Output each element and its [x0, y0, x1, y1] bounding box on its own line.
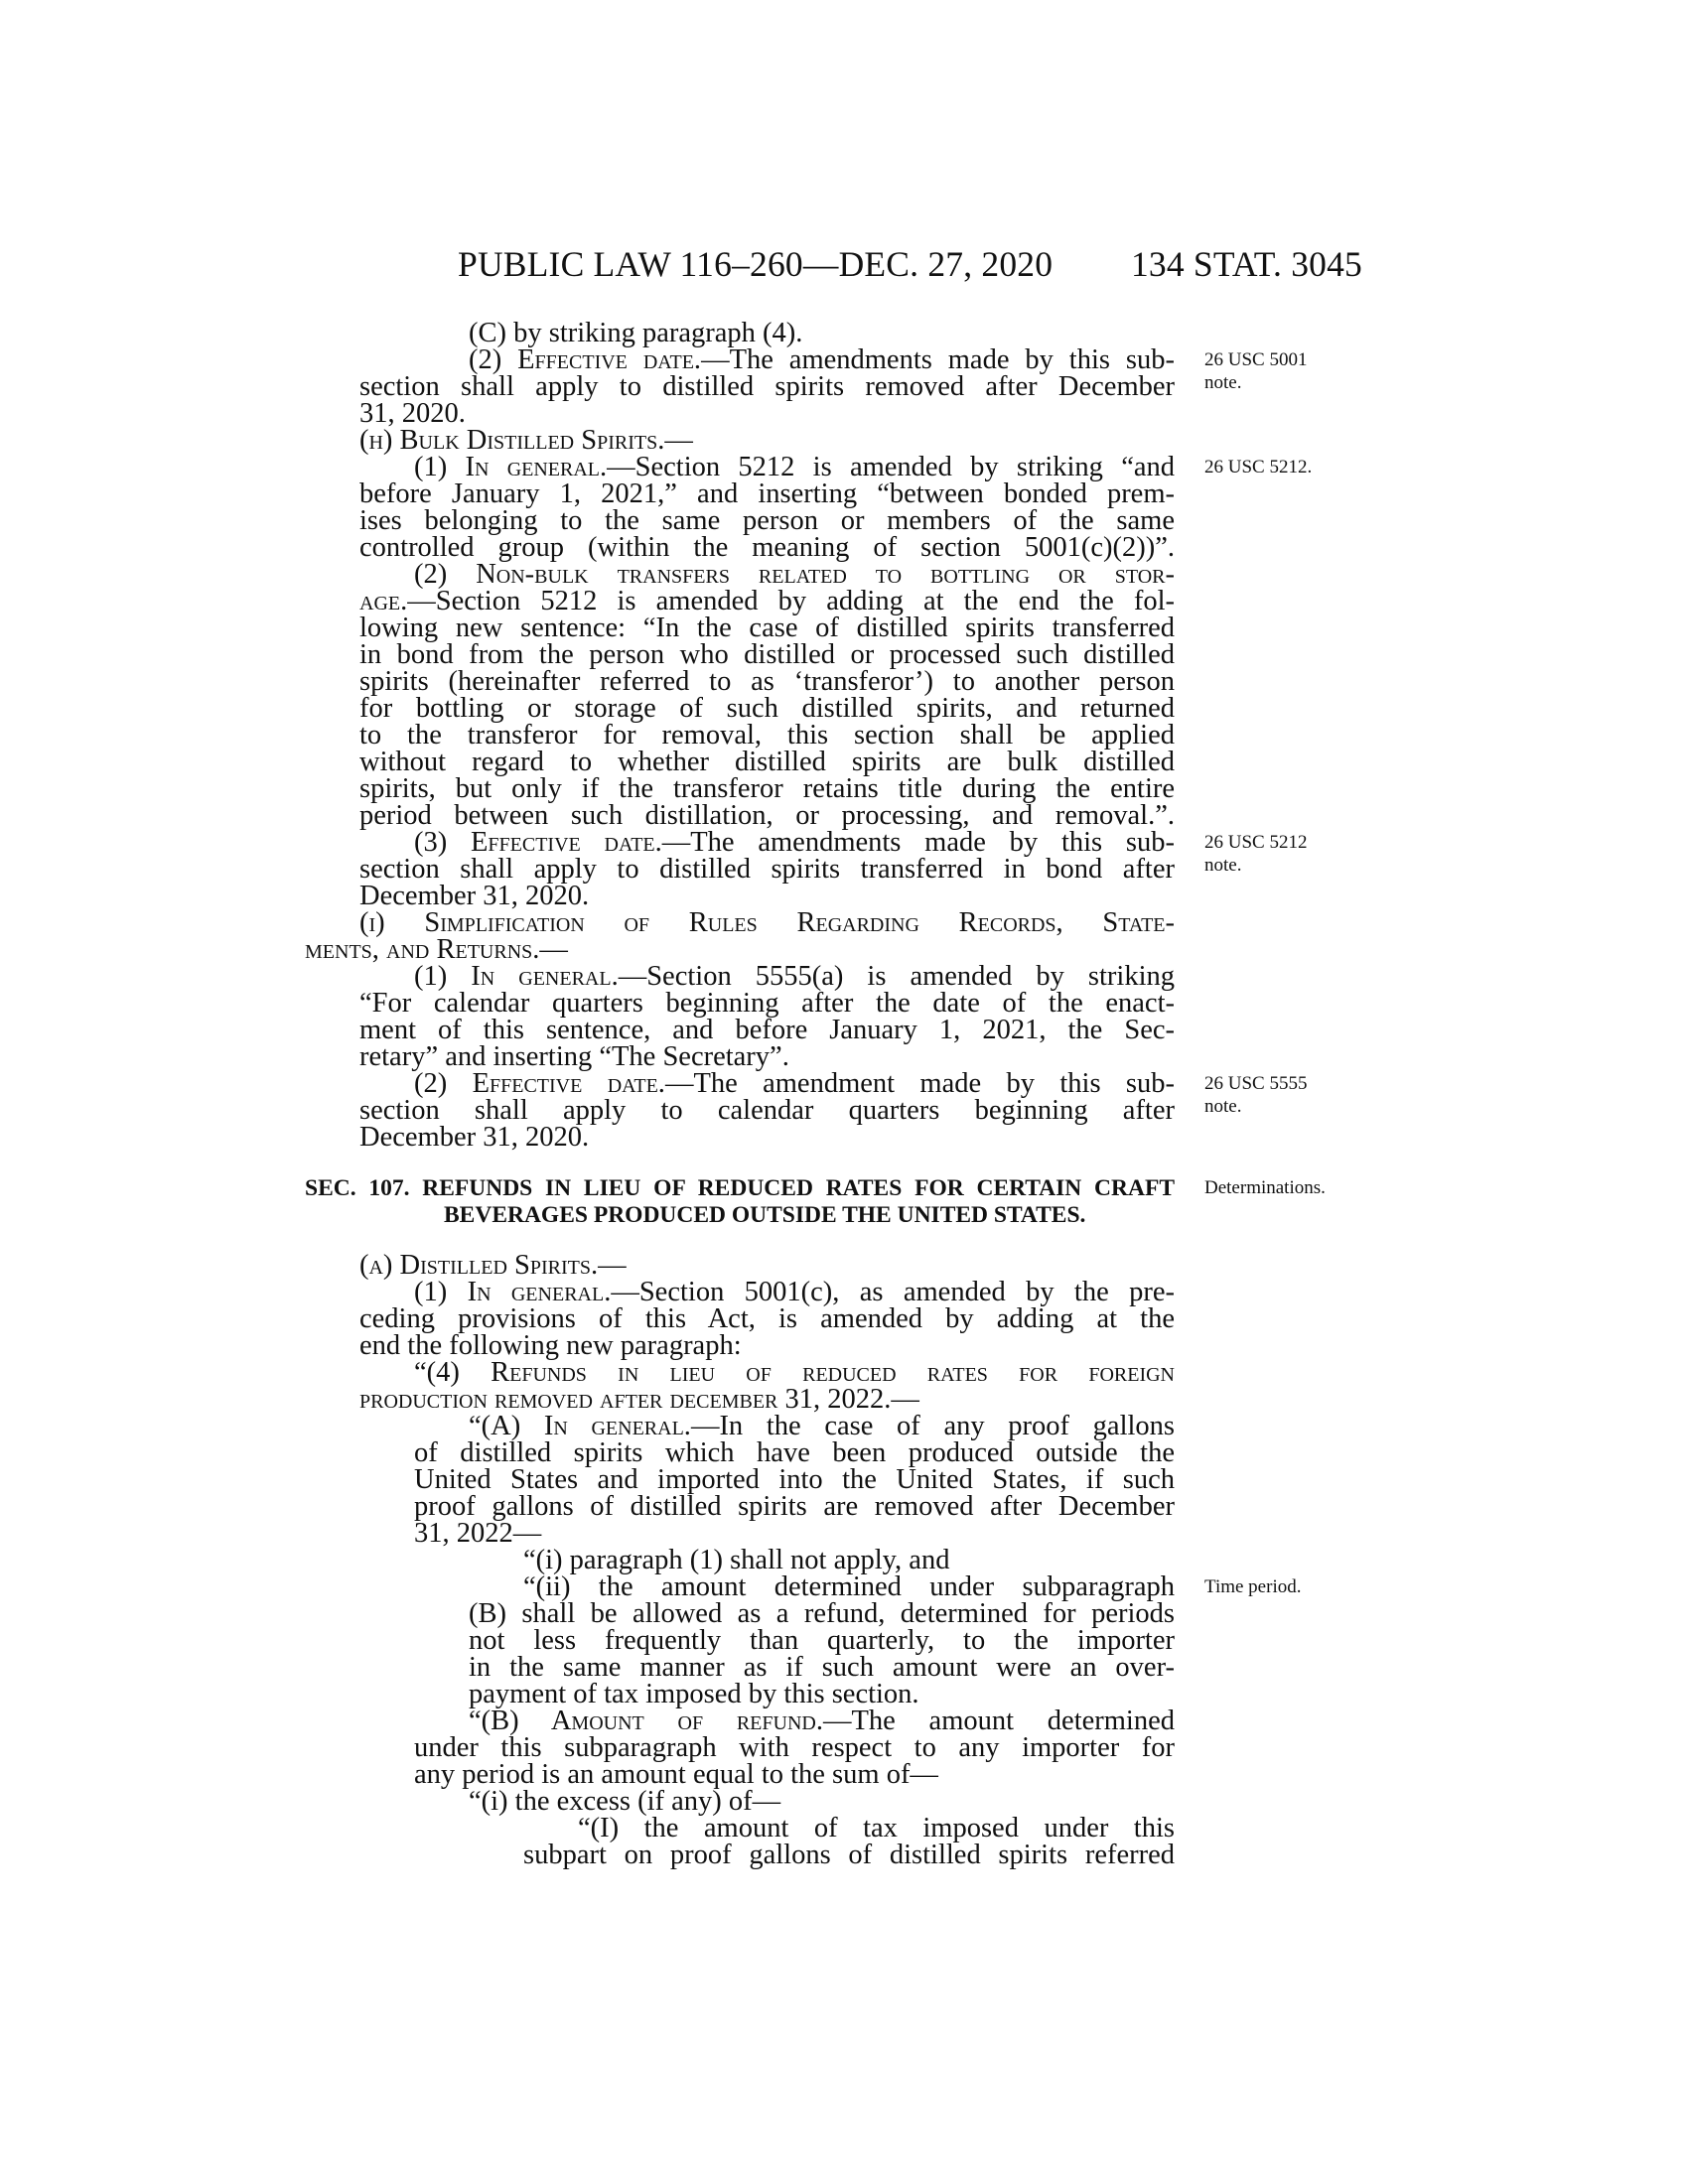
text-line: (B) shall be allowed as a refund, determined for periods [469, 1600, 1175, 1628]
text-line: 31, 2022— [414, 1518, 542, 1549]
text-line: spirits (hereinafter referred to as ‘transferor’) to another person [359, 668, 1175, 696]
text-line: period between such distillation, or processing, and removal.”. [359, 802, 1175, 830]
text-line: (2) Effective date.—The amendment made by this sub- [414, 1070, 1175, 1098]
side-note: note. [1204, 1096, 1242, 1117]
text-line: in the same manner as if such amount were an over- [469, 1654, 1175, 1682]
public-law-citation: PUBLIC LAW 116–260—DEC. 27, 2020 [458, 244, 1054, 284]
text-line: production removed after december 31, 2022.— [359, 1384, 919, 1415]
side-note: note. [1204, 372, 1242, 393]
text-line: ceding provisions of this Act, is amended by adding at the [359, 1305, 1175, 1333]
text-line: section shall apply to distilled spirits removed after December [359, 373, 1175, 401]
text-line: (1) In general.—Section 5555(a) is amended by striking [414, 963, 1175, 991]
text-line: “(i) paragraph (1) shall not apply, and [523, 1545, 950, 1575]
text-line: “(A) In general.—In the case of any proof gallons [469, 1413, 1175, 1440]
text-line: “For calendar quarters beginning after the date of the enact- [359, 990, 1175, 1018]
text-line: of distilled spirits which have been produced outside the [414, 1439, 1175, 1467]
text-line: spirits, but only if the transferor retains title during the entire [359, 775, 1175, 803]
text-line: without regard to whether distilled spirits are bulk distilled [359, 749, 1175, 776]
subsection-heading: (h) Bulk Distilled Spirits.— [359, 425, 693, 456]
text-line: controlled group (within the meaning of section 5001(c)(2))”. [359, 534, 1175, 562]
text-line: to the transferor for removal, this section shall be applied [359, 722, 1175, 750]
text-line: for bottling or storage of such distilled spirits, and returned [359, 695, 1175, 723]
subsection-heading: (i) Simplification of Rules Regarding Records, State- [359, 909, 1175, 937]
text-line: (1) In general.—Section 5212 is amended by striking “and [414, 454, 1175, 481]
text-line: section shall apply to distilled spirits transferred in bond after [359, 856, 1175, 884]
text-line: payment of tax imposed by this section. [469, 1679, 919, 1709]
text-line: ment of this sentence, and before January 1, 2021, the Sec- [359, 1017, 1175, 1044]
text-line: proof gallons of distilled spirits are removed after December [414, 1493, 1175, 1521]
text-line: (2) Non-bulk transfers related to bottling or stor- [414, 561, 1175, 589]
text-line: “(ii) the amount determined under subparagraph [523, 1573, 1175, 1601]
text-line: “(B) Amount of refund.—The amount determined [469, 1707, 1175, 1735]
text-line: before January 1, 2021,” and inserting “between bonded prem- [359, 480, 1175, 508]
text-line: any period is an amount equal to the sum of— [414, 1759, 938, 1790]
text-line: under this subparagraph with respect to any importer for [414, 1734, 1175, 1762]
text-line: retary” and inserting “The Secretary”. [359, 1041, 789, 1072]
text-line: December 31, 2020. [359, 1122, 590, 1153]
side-note: note. [1204, 855, 1242, 876]
running-header [458, 244, 1362, 284]
text-line: in bond from the person who distilled or processed such distilled [359, 641, 1175, 669]
side-note: 26 USC 5212. [1204, 457, 1313, 478]
section-heading: BEVERAGES PRODUCED OUTSIDE THE UNITED STATES. [444, 1202, 1086, 1228]
text-line: end the following new paragraph: [359, 1330, 742, 1361]
stat-page-number: 134 STAT. 3045 [1130, 244, 1362, 284]
text-line: 31, 2020. [359, 398, 466, 429]
text-line: ises belonging to the same person or members of the same [359, 507, 1175, 535]
subsection-heading: (a) Distilled Spirits.— [359, 1250, 627, 1281]
subsection-heading: ments, and Returns.— [305, 934, 568, 965]
side-note: Time period. [1204, 1576, 1302, 1597]
text-line: section shall apply to calendar quarters beginning after [359, 1097, 1175, 1125]
side-note: Determinations. [1204, 1177, 1326, 1198]
text-line: subpart on proof gallons of distilled spirits referred [523, 1842, 1175, 1869]
side-note: 26 USC 5212 [1204, 832, 1308, 853]
text-line: United States and imported into the United States, if such [414, 1466, 1175, 1494]
text-line: (C) by striking paragraph (4). [469, 318, 803, 348]
text-line: “(4) Refunds in lieu of reduced rates for foreign [414, 1359, 1175, 1387]
text-line: age.—Section 5212 is amended by adding at the end the fol- [359, 588, 1175, 615]
side-note: 26 USC 5555 [1204, 1073, 1308, 1094]
text-line: lowing new sentence: “In the case of distilled spirits transferred [359, 614, 1175, 642]
text-line: (2) Effective date.—The amendments made by this sub- [469, 346, 1175, 374]
text-line: (3) Effective date.—The amendments made by this sub- [414, 829, 1175, 857]
text-line: “(I) the amount of tax imposed under this [578, 1815, 1175, 1843]
text-line: “(i) the excess (if any) of— [469, 1786, 781, 1817]
text-line: (1) In general.—Section 5001(c), as amended by the pre- [414, 1279, 1175, 1306]
section-heading: SEC. 107. REFUNDS IN LIEU OF REDUCED RATES FOR CERTAIN CRAFT [305, 1175, 1175, 1201]
text-line: not less frequently than quarterly, to the importer [469, 1627, 1175, 1655]
text-line: December 31, 2020. [359, 881, 590, 911]
side-note: 26 USC 5001 [1204, 349, 1308, 370]
